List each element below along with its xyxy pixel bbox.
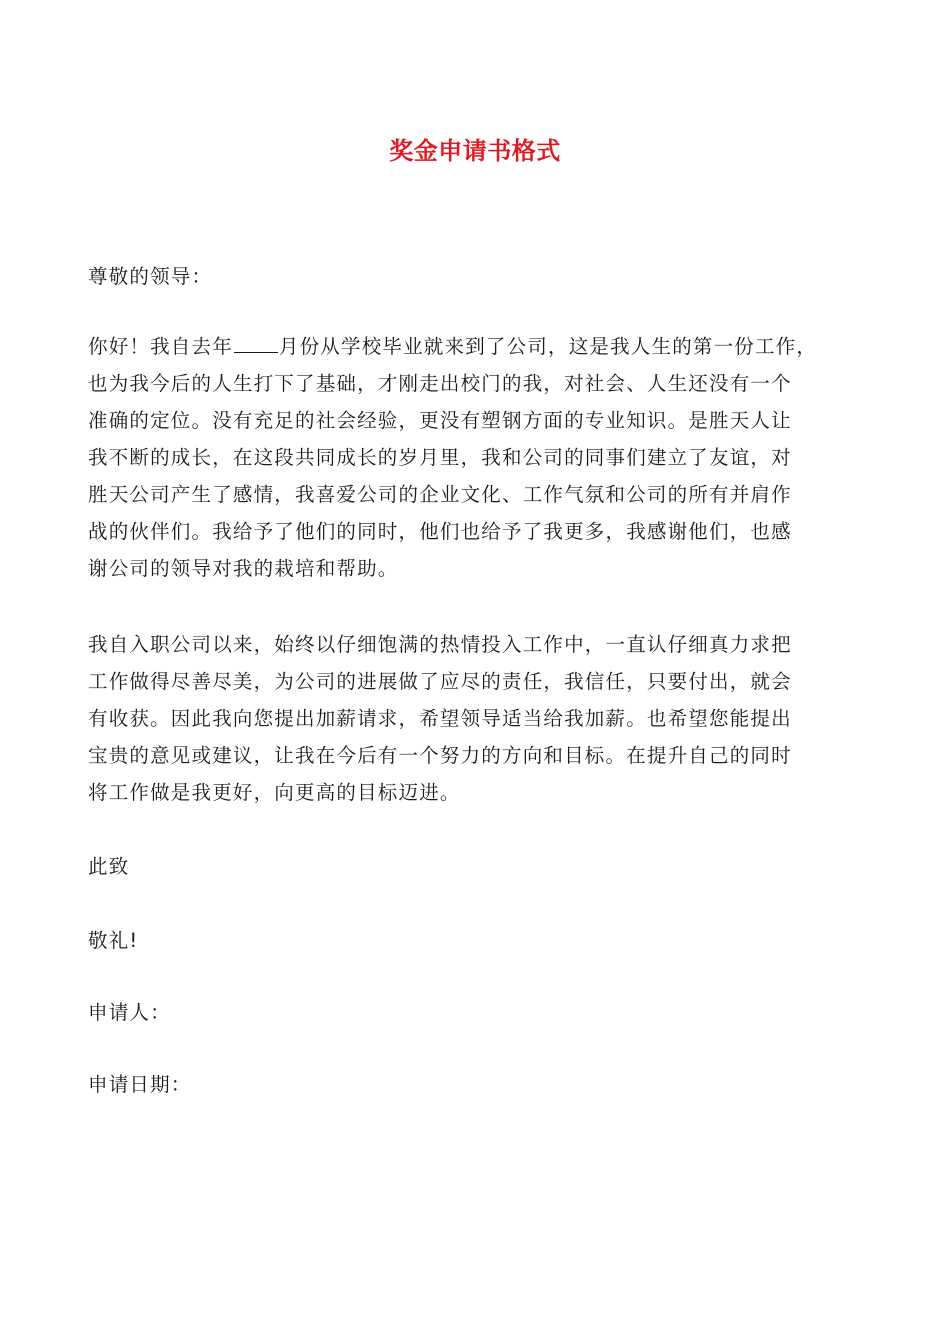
document-title: 奖金申请书格式 [389, 137, 561, 165]
paragraph-2-line: 工作做得尽善尽美，为公司的进展做了应尽的责任，我信任，只要付出，就会 [88, 670, 792, 693]
closing-salutation: 此致 [88, 855, 130, 878]
paragraph-1-line: 谢公司的领导对我的栽培和帮助。 [88, 557, 399, 580]
applicant-label: 申请人： [88, 1001, 171, 1024]
paragraph-2-line: 有收获。因此我向您提出加薪请求，希望领导适当给我加薪。也希望您能提出 [88, 707, 792, 730]
paragraph-1-text: 你好！我自去年 [88, 335, 233, 358]
paragraph-1-text: 月份从学校毕业就来到了公司，这是我人生的第一份工作， [278, 335, 818, 358]
date-label: 申请日期： [88, 1073, 192, 1096]
paragraph-1-line: 也为我今后的人生打下了基础，才刚走出校门的我，对社会、人生还没有一个 [88, 372, 792, 395]
paragraph-1-line: 战的伙伴们。我给予了他们的同时，他们也给予了我更多，我感谢他们，也感 [88, 520, 792, 543]
paragraph-1-line: 我不断的成长，在这段共同成长的岁月里，我和公司的同事们建立了友谊，对 [88, 446, 792, 469]
paragraph-1-line [88, 328, 888, 365]
paragraph-1 [88, 328, 888, 587]
salutation: 尊敬的领导： [88, 265, 213, 288]
paragraph-2-line: 将工作做是我更好，向更高的目标迈进。 [88, 781, 461, 804]
paragraph-1-line: 准确的定位。没有充足的社会经验，更没有塑钢方面的专业知识。是胜天人让 [88, 409, 792, 432]
paragraph-1-line: 胜天公司产生了感情，我喜爱公司的企业文化、工作气氛和公司的所有并肩作 [88, 483, 792, 506]
closing-regards: 敬礼! [88, 929, 139, 952]
fill-in-blank [234, 334, 278, 353]
paragraph-2 [88, 626, 888, 811]
paragraph-2-line: 宝贵的意见或建议，让我在今后有一个努力的方向和目标。在提升自己的同时 [88, 744, 792, 767]
paragraph-2-line: 我自入职公司以来，始终以仔细饱满的热情投入工作中，一直认仔细真力求把 [88, 633, 792, 656]
